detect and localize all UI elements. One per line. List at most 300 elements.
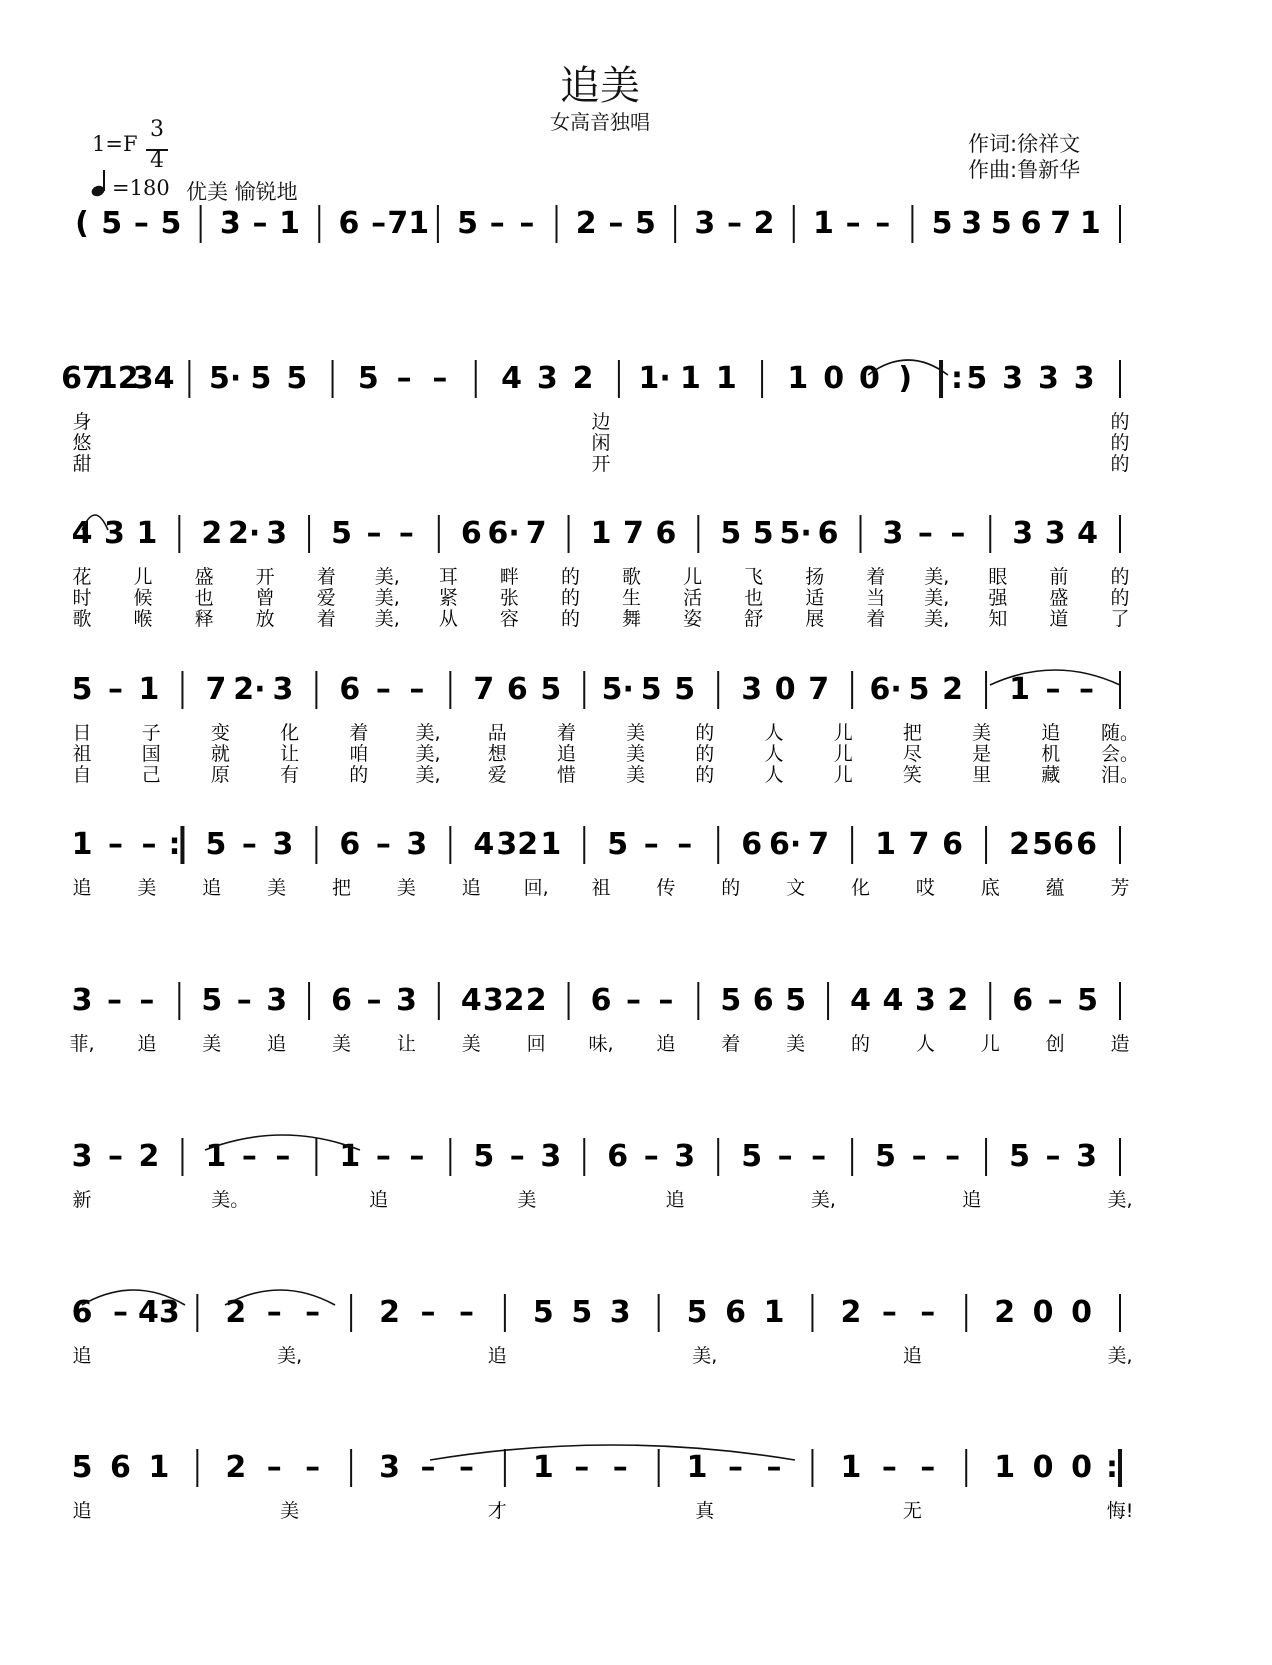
note: 2 <box>753 206 775 241</box>
lyric-syllable: 芳 <box>1110 877 1130 899</box>
note: 5 <box>785 983 807 1018</box>
lyric-syllable: 化 <box>850 877 871 899</box>
dash-note: – <box>107 827 123 862</box>
repeat-sign: : <box>168 827 181 862</box>
lyric-syllable: 放 <box>255 608 275 630</box>
lyric-syllable: 味, <box>588 1033 614 1055</box>
lyric-syllable: 祖 <box>591 877 611 899</box>
lyric-syllable: 身 <box>72 411 92 433</box>
note: 5 <box>931 206 953 241</box>
lyric-syllable: 的 <box>1110 587 1130 609</box>
dash-note: – <box>106 983 122 1018</box>
lyric-syllable: 变 <box>210 722 230 744</box>
note: 7 <box>1050 206 1072 241</box>
note: 0 <box>1071 1295 1092 1330</box>
lyric-syllable: 美, <box>924 587 950 609</box>
note: 5 <box>640 672 662 707</box>
dash-note: – <box>726 206 742 241</box>
lyric-syllable: 展 <box>805 608 825 630</box>
dash-note: – <box>509 1139 525 1174</box>
note: 5 <box>201 983 223 1018</box>
lyric-syllable: 的 <box>695 764 715 786</box>
note: 2· <box>228 516 261 551</box>
lyric-syllable: 就 <box>210 743 230 765</box>
dash-note: – <box>777 1139 793 1174</box>
note: 5 <box>286 361 308 396</box>
dash-note: – <box>266 1450 282 1485</box>
song-subtitle: 女高音独唱 <box>550 110 650 134</box>
note: 2 <box>1009 827 1030 862</box>
note: 5 <box>205 827 227 862</box>
expression-marking: 优美 愉锐地 <box>186 180 298 204</box>
note: 3 <box>1076 1139 1097 1174</box>
lyric-syllable: 追 <box>1041 722 1061 744</box>
dash-note: – <box>366 516 382 551</box>
lyric-syllable: 哎 <box>915 877 935 899</box>
note: 6 <box>741 827 763 862</box>
note: 6 <box>1020 206 1042 241</box>
note: 6 <box>460 516 482 551</box>
note: 12 <box>96 361 139 396</box>
note: 7 <box>473 672 495 707</box>
lyric-syllable: 候 <box>133 587 153 609</box>
lyric-syllable: 机 <box>1041 743 1061 765</box>
note: 1 <box>540 827 562 862</box>
dash-note: – <box>608 206 624 241</box>
dash-note: – <box>458 1450 474 1485</box>
lyric-syllable: 当 <box>866 587 886 609</box>
note: 6 <box>590 983 612 1018</box>
note: 7 <box>205 672 227 707</box>
dash-note: – <box>241 827 257 862</box>
lyric-syllable: 追 <box>902 1345 922 1367</box>
note: 6 <box>942 827 964 862</box>
lyric-syllable: 舞 <box>622 608 642 630</box>
lyric-syllable: 美 <box>267 877 287 899</box>
note: 1 <box>279 206 301 241</box>
note: 5 <box>101 206 123 241</box>
dash-note: – <box>112 1295 128 1330</box>
note: 34 <box>132 361 175 396</box>
dash-note: – <box>398 516 414 551</box>
lyric-syllable: 盛 <box>1049 587 1069 609</box>
lyric-syllable: 的 <box>349 764 369 786</box>
note: 6 <box>71 1295 93 1330</box>
lyric-syllable: 人 <box>764 743 784 765</box>
lyric-syllable: 着 <box>866 608 886 630</box>
note: 3 <box>71 983 93 1018</box>
note: 7 <box>808 827 830 862</box>
note: 4 <box>850 983 871 1018</box>
note: 5· <box>779 516 812 551</box>
note: 5 <box>607 827 629 862</box>
lyric-syllable: 美, <box>1107 1189 1133 1211</box>
lyric-syllable: 创 <box>1045 1033 1065 1055</box>
lyric-syllable: 文 <box>786 877 806 899</box>
note: 6 <box>1076 827 1097 862</box>
dash-note: – <box>236 983 252 1018</box>
dash-note: – <box>141 827 157 862</box>
lyric-syllable: 眼 <box>988 566 1008 588</box>
time-signature-denominator: 4 <box>150 148 164 173</box>
dash-note: – <box>1045 1139 1061 1174</box>
note: 5 <box>532 1295 554 1330</box>
lyric-syllable: 人 <box>915 1033 935 1055</box>
dash-note: – <box>811 1139 827 1174</box>
lyric-syllable: 了 <box>1110 608 1130 630</box>
lyric-syllable: 强 <box>988 587 1008 609</box>
note: 5 <box>635 206 656 241</box>
lyric-syllable: 释 <box>194 608 214 630</box>
lyric-syllable: 的 <box>560 608 580 630</box>
lyric-syllable: 的 <box>1110 432 1130 454</box>
lyric-syllable: 追 <box>137 1033 157 1055</box>
lyric-syllable: 美 <box>202 1033 222 1055</box>
note: 3 <box>609 1295 631 1330</box>
note: 3 <box>104 516 125 551</box>
note: 32 <box>482 983 525 1018</box>
note: 1 <box>875 827 897 862</box>
dash-note: – <box>920 1295 936 1330</box>
lyric-syllable: 子 <box>141 722 161 744</box>
dash-note: – <box>950 516 966 551</box>
note: 2 <box>572 361 594 396</box>
lyric-syllable: 让 <box>396 1033 416 1055</box>
dash-note: – <box>612 1450 628 1485</box>
note: 6 <box>506 672 528 707</box>
note: 1 <box>1009 672 1030 707</box>
note: 1 <box>840 1450 862 1485</box>
dash-note: – <box>519 206 535 241</box>
lyric-syllable: 美 <box>137 877 157 899</box>
note: 2 <box>138 1139 160 1174</box>
note: 1 <box>763 1295 785 1330</box>
lyric-syllable: 新 <box>72 1189 92 1211</box>
lyric-syllable: 儿 <box>833 764 853 786</box>
note: 32 <box>496 827 539 862</box>
lyric-syllable: 美, <box>1107 1345 1133 1367</box>
lyric-syllable: 容 <box>499 608 519 630</box>
lyric-syllable: 美 <box>626 764 646 786</box>
note: 3 <box>266 516 288 551</box>
lyric-syllable: 化 <box>280 722 300 744</box>
lyric-syllable: 着 <box>866 566 886 588</box>
note: 6 <box>725 1295 746 1330</box>
lyric-syllable: 笑 <box>902 764 922 786</box>
lyric-syllable: 也 <box>744 587 764 609</box>
lyric-syllable: 有 <box>280 764 300 786</box>
lyric-syllable: 儿 <box>683 566 703 588</box>
note: 71 <box>387 206 430 241</box>
lyric-syllable: 尽 <box>902 743 922 765</box>
lyric-syllable: 也 <box>194 587 214 609</box>
dash-note: – <box>420 1295 436 1330</box>
dash-note: – <box>305 1450 321 1485</box>
lyric-syllable: 美, <box>810 1189 836 1211</box>
dash-note: – <box>625 983 641 1018</box>
note: 6· <box>769 827 802 862</box>
lyric-syllable: 追 <box>267 1033 287 1055</box>
note: 2 <box>201 516 223 551</box>
note: 3 <box>1044 516 1066 551</box>
dash-note: – <box>643 827 659 862</box>
lyric-syllable: 美, <box>415 722 441 744</box>
note: 3 <box>961 206 983 241</box>
dash-note: – <box>366 983 382 1018</box>
lyric-syllable: 着 <box>349 722 369 744</box>
lyric-syllable: 美。 <box>211 1189 250 1211</box>
note: 3 <box>540 1139 562 1174</box>
note: 3 <box>914 983 936 1018</box>
note: 6 <box>331 983 352 1018</box>
note: 6 <box>339 827 361 862</box>
note: 0 <box>1032 1450 1054 1485</box>
lyric-syllable: 回 <box>526 1033 546 1055</box>
repeat-sign: : <box>951 361 964 396</box>
lyric-syllable: 藏 <box>1041 764 1061 786</box>
dash-note: – <box>875 206 891 241</box>
lyric-syllable: 美 <box>331 1033 352 1055</box>
note: 1 <box>339 1139 361 1174</box>
lyric-syllable: 自 <box>72 764 92 786</box>
lyric-syllable: 底 <box>980 877 1000 899</box>
lyric-syllable: 着 <box>316 608 336 630</box>
dash-note: – <box>252 206 268 241</box>
lyric-syllable: 适 <box>805 587 825 609</box>
note: 5 <box>250 361 272 396</box>
note: 3 <box>1037 361 1059 396</box>
note: 6 <box>338 206 360 241</box>
dash-note: – <box>766 1450 782 1485</box>
lyric-syllable: 美, <box>415 743 441 765</box>
lyric-syllable: 美, <box>924 566 950 588</box>
dash-note: – <box>643 1139 659 1174</box>
lyric-syllable: 姿 <box>683 608 703 630</box>
lyric-syllable: 真 <box>695 1500 715 1522</box>
lyric-syllable: 造 <box>1110 1033 1130 1055</box>
dash-note: – <box>107 672 123 707</box>
lyric-syllable: 生 <box>622 587 642 609</box>
note: 5 <box>720 983 742 1018</box>
lyric-syllable: 的 <box>695 743 715 765</box>
lyric-syllable: 里 <box>972 764 992 786</box>
note: 1· <box>638 361 671 396</box>
lyric-syllable: 日 <box>72 722 92 744</box>
note: 2 <box>942 672 964 707</box>
lyric-syllable: 儿 <box>833 722 853 744</box>
note: 43 <box>138 1295 180 1330</box>
lyric-syllable: 追 <box>202 877 222 899</box>
lyric-syllable: 是 <box>972 743 992 765</box>
lyric-syllable: 美, <box>924 608 950 630</box>
lyric-syllable: 美, <box>374 608 400 630</box>
lyric-syllable: 美, <box>692 1345 718 1367</box>
lyric-syllable: 着 <box>316 566 336 588</box>
lyric-syllable: 祖 <box>72 743 92 765</box>
note: 1 <box>590 516 612 551</box>
dash-note: – <box>845 206 861 241</box>
lyric-syllable: 悔! <box>1106 1500 1134 1522</box>
note: 2 <box>840 1295 862 1330</box>
dash-note: – <box>107 1139 123 1174</box>
note: 5 <box>908 672 930 707</box>
note: 1 <box>787 361 809 396</box>
dash-note: – <box>266 1295 282 1330</box>
lyric-syllable: 美 <box>626 743 646 765</box>
lyric-syllable: 美 <box>461 1033 481 1055</box>
lyric-syllable: 人 <box>764 764 784 786</box>
lyric-syllable: 歌 <box>72 608 92 630</box>
note: 1 <box>812 206 834 241</box>
note: 2 <box>575 206 597 241</box>
lyric-syllable: 想 <box>487 743 507 765</box>
lyric-syllable: 己 <box>141 764 161 786</box>
note: 0 <box>823 361 845 396</box>
lyric-syllable: 的 <box>560 587 580 609</box>
dash-note: – <box>275 1139 291 1174</box>
lyric-syllable: 时 <box>72 587 92 609</box>
lyric-syllable: 美, <box>415 764 441 786</box>
note: 1 <box>205 1139 227 1174</box>
note: 6 <box>655 516 677 551</box>
dash-note: – <box>1045 672 1061 707</box>
lyric-syllable: 美, <box>277 1345 303 1367</box>
lyric-syllable: 原 <box>210 764 230 786</box>
dash-note: – <box>1047 983 1063 1018</box>
note: 1 <box>686 1450 708 1485</box>
note: 3 <box>395 983 417 1018</box>
lyric-syllable: 儿 <box>833 743 853 765</box>
note: 5 <box>674 672 696 707</box>
note: 3 <box>1073 361 1095 396</box>
note: 3 <box>266 983 288 1018</box>
lyric-syllable: 耳 <box>438 566 458 588</box>
lyric-syllable: 追 <box>556 743 576 765</box>
note: 3 <box>71 1139 93 1174</box>
note: 3 <box>882 516 904 551</box>
note: 2 <box>225 1295 247 1330</box>
note: 5 <box>990 206 1012 241</box>
dash-note: – <box>574 1450 590 1485</box>
note: 5· <box>601 672 634 707</box>
lyric-syllable: 惜 <box>556 764 576 786</box>
note: 5 <box>741 1139 763 1174</box>
lyric-syllable: 盛 <box>194 566 214 588</box>
note: 3 <box>272 672 294 707</box>
lyric-syllable: 让 <box>280 743 300 765</box>
note: 4 <box>1077 516 1098 551</box>
note: 0 <box>774 672 796 707</box>
note: 7 <box>908 827 930 862</box>
note: 0 <box>859 361 880 396</box>
lyric-syllable: 爱 <box>316 587 336 609</box>
note: 2 <box>525 983 547 1018</box>
lyric-syllable: 追 <box>461 877 481 899</box>
note: 5 <box>571 1295 593 1330</box>
note: 7 <box>525 516 547 551</box>
lyric-syllable: 美 <box>280 1500 300 1522</box>
note: 6· <box>487 516 520 551</box>
note: 1 <box>715 361 737 396</box>
dash-note: – <box>375 672 391 707</box>
lyric-syllable: 活 <box>683 587 703 609</box>
note: 1 <box>680 361 701 396</box>
lyric-syllable: 的 <box>695 722 715 744</box>
lyric-syllable: 会。 <box>1100 743 1140 765</box>
lyric-syllable: 美 <box>972 722 992 744</box>
note: 1 <box>136 516 158 551</box>
dash-note: – <box>375 1139 391 1174</box>
note: 4 <box>501 361 522 396</box>
lyric-syllable: 把 <box>331 877 352 899</box>
dash-note: – <box>1079 672 1095 707</box>
lyric-syllable: 追 <box>72 877 92 899</box>
lyric-syllable: 的 <box>850 1033 871 1055</box>
lyric-syllable: 舒 <box>744 608 764 630</box>
lyric-syllable: 追 <box>72 1500 92 1522</box>
note: 5 <box>71 672 93 707</box>
dash-note: – <box>881 1450 897 1485</box>
note: 2· <box>233 672 266 707</box>
note: 4 <box>71 516 93 551</box>
note: 5· <box>209 361 242 396</box>
note: 1 <box>994 1450 1016 1485</box>
dash-note: – <box>677 827 693 862</box>
note: 5 <box>473 1139 495 1174</box>
lyric-syllable: 随。 <box>1100 722 1140 744</box>
lyric-syllable: 道 <box>1049 608 1069 630</box>
note: 6· <box>869 672 902 707</box>
note: 4 <box>882 983 904 1018</box>
dash-note: – <box>945 1139 961 1174</box>
dash-note: – <box>917 516 933 551</box>
key-signature: 1=F <box>92 132 138 156</box>
note: 5 <box>540 672 562 707</box>
note: 3 <box>1012 516 1034 551</box>
lyric-syllable: 着 <box>556 722 576 744</box>
composer-credit: 作曲:鲁新华 <box>968 158 1081 182</box>
repeat-sign: : <box>1106 1450 1118 1485</box>
note: 3 <box>272 827 294 862</box>
note: 6 <box>817 516 839 551</box>
note: 0 <box>1032 1295 1054 1330</box>
lyric-syllable: 喉 <box>133 608 153 630</box>
note: 5 <box>71 1450 93 1485</box>
lyric-syllable: 开 <box>591 453 611 475</box>
lyric-syllable: 知 <box>988 608 1008 630</box>
tempo-marking: =180 <box>112 176 170 200</box>
note: 5 <box>686 1295 708 1330</box>
lyric-syllable: 闲 <box>591 432 611 454</box>
dash-note: – <box>409 1139 425 1174</box>
lyric-syllable: 美 <box>396 877 416 899</box>
lyric-syllable: 开 <box>255 566 275 588</box>
lyric-syllable: 儿 <box>133 566 153 588</box>
dash-note: – <box>420 1450 436 1485</box>
lyric-syllable: 人 <box>764 722 784 744</box>
lyric-syllable: 美 <box>786 1033 806 1055</box>
lyric-syllable: 追 <box>72 1345 92 1367</box>
dash-note: – <box>396 361 412 396</box>
note: 5 <box>1009 1139 1030 1174</box>
note: 1 <box>148 1450 170 1485</box>
note: 1 <box>532 1450 554 1485</box>
note: 67 <box>61 361 103 396</box>
lyric-syllable: 紧 <box>438 587 458 609</box>
lyric-syllable: 美 <box>517 1189 537 1211</box>
note: 6 <box>339 672 361 707</box>
lyric-syllable: 回, <box>523 877 549 899</box>
